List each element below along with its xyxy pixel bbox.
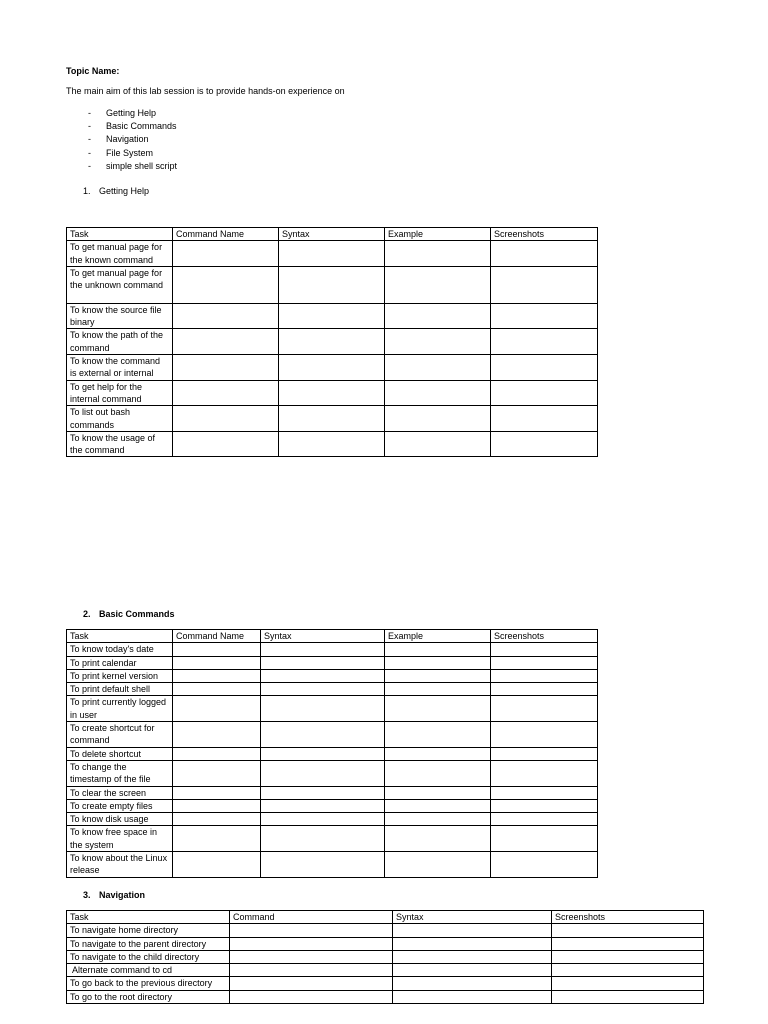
task-cell: To navigate to the parent directory (67, 937, 230, 950)
empty-cell[interactable] (230, 964, 393, 977)
empty-cell[interactable] (261, 786, 385, 799)
table-row (67, 786, 598, 799)
task-cell: To create empty files (67, 799, 173, 812)
empty-cell[interactable] (173, 722, 261, 748)
section-title: Navigation (99, 890, 146, 900)
empty-cell[interactable] (385, 852, 491, 878)
bullet-marker: - (88, 134, 91, 145)
table-row (67, 643, 598, 656)
empty-cell[interactable] (230, 977, 393, 990)
empty-cell[interactable] (385, 760, 491, 786)
table-row (67, 990, 704, 1003)
list-item (88, 133, 177, 146)
header-command-name: Command Name (173, 630, 261, 643)
table-row (67, 696, 598, 722)
empty-cell[interactable] (173, 266, 279, 303)
empty-cell[interactable] (173, 431, 279, 457)
empty-cell[interactable] (385, 786, 491, 799)
topic-name-label: Topic Name: (66, 66, 120, 76)
header-command: Command (230, 911, 393, 924)
header-screenshots: Screenshots (491, 630, 598, 643)
empty-cell[interactable] (279, 380, 385, 406)
empty-cell[interactable] (393, 937, 552, 950)
empty-cell[interactable] (385, 355, 491, 381)
table-row (67, 406, 598, 432)
empty-cell[interactable] (261, 813, 385, 826)
task-cell: To navigate to the child directory (67, 950, 230, 963)
empty-cell[interactable] (173, 643, 261, 656)
empty-cell[interactable] (491, 266, 598, 303)
empty-cell[interactable] (491, 852, 598, 878)
task-cell: To know today's date (67, 643, 173, 656)
header-screenshots: Screenshots (491, 228, 598, 241)
empty-cell[interactable] (279, 431, 385, 457)
topic-list (88, 107, 177, 173)
header-syntax: Syntax (279, 228, 385, 241)
header-example: Example (385, 228, 491, 241)
empty-cell[interactable] (173, 329, 279, 355)
section-number: 3. (83, 890, 91, 900)
header-task: Task (67, 630, 173, 643)
empty-cell[interactable] (385, 696, 491, 722)
empty-cell[interactable] (261, 643, 385, 656)
table-row (67, 924, 704, 937)
section-title: Basic Commands (99, 609, 175, 619)
bullet-marker: - (88, 147, 91, 158)
empty-cell[interactable] (261, 696, 385, 722)
empty-cell[interactable] (393, 950, 552, 963)
empty-cell[interactable] (173, 813, 261, 826)
task-cell: To know disk usage (67, 813, 173, 826)
empty-cell[interactable] (385, 722, 491, 748)
empty-cell[interactable] (173, 696, 261, 722)
empty-cell[interactable] (173, 760, 261, 786)
empty-cell[interactable] (385, 826, 491, 852)
empty-cell[interactable] (491, 760, 598, 786)
task-cell: To know the path of the command (67, 329, 173, 355)
empty-cell[interactable] (491, 355, 598, 381)
list-item-label: simple shell script (106, 160, 178, 171)
table-row (67, 722, 598, 748)
empty-cell[interactable] (279, 355, 385, 381)
empty-cell[interactable] (385, 813, 491, 826)
task-cell: To change the timestamp of the file (67, 760, 173, 786)
empty-cell[interactable] (491, 799, 598, 812)
empty-cell[interactable] (173, 303, 279, 329)
list-item-label: Getting Help (106, 108, 157, 118)
empty-cell[interactable] (491, 643, 598, 656)
empty-cell[interactable] (279, 329, 385, 355)
table-row (67, 241, 598, 267)
section-number: 2. (83, 609, 91, 619)
section-title: Getting Help (99, 186, 150, 196)
empty-cell[interactable] (491, 683, 598, 696)
table-row (67, 977, 704, 990)
empty-cell[interactable] (173, 786, 261, 799)
task-cell: To get manual page for the unknown command (67, 266, 173, 303)
table-row (67, 266, 598, 303)
empty-cell[interactable] (491, 786, 598, 799)
table-row (67, 431, 598, 457)
list-item (88, 120, 177, 133)
empty-cell[interactable] (491, 826, 598, 852)
header-example: Example (385, 630, 491, 643)
empty-cell[interactable] (552, 937, 704, 950)
intro-text: The main aim of this lab session is to provide hands-on experience on (66, 86, 345, 96)
empty-cell[interactable] (491, 431, 598, 457)
empty-cell[interactable] (261, 656, 385, 669)
table-header-row (67, 630, 598, 643)
table-header-row (67, 911, 704, 924)
task-cell: To print currently logged in user (67, 696, 173, 722)
empty-cell[interactable] (385, 380, 491, 406)
empty-cell[interactable] (393, 924, 552, 937)
list-item (88, 160, 177, 173)
table-row (67, 683, 598, 696)
empty-cell[interactable] (385, 431, 491, 457)
task-cell: To get help for the internal command (67, 380, 173, 406)
task-cell: To go to the root directory (67, 990, 230, 1003)
empty-cell[interactable] (491, 722, 598, 748)
list-item (88, 107, 177, 120)
list-item-label: Navigation (106, 134, 149, 145)
task-cell: To know the usage of the command (67, 431, 173, 457)
table-row (67, 964, 704, 977)
table-row (67, 760, 598, 786)
table-row (67, 852, 598, 878)
empty-cell[interactable] (385, 303, 491, 329)
empty-cell[interactable] (230, 937, 393, 950)
empty-cell[interactable] (552, 950, 704, 963)
empty-cell[interactable] (173, 656, 261, 669)
empty-cell[interactable] (261, 799, 385, 812)
empty-cell[interactable] (385, 669, 491, 682)
table-row (67, 380, 598, 406)
table-header-row (67, 228, 598, 241)
list-item-label: File System (106, 147, 154, 158)
empty-cell[interactable] (491, 747, 598, 760)
empty-cell[interactable] (385, 799, 491, 812)
task-cell: To print kernel version (67, 669, 173, 682)
empty-cell[interactable] (552, 977, 704, 990)
table-row (67, 355, 598, 381)
empty-cell[interactable] (385, 643, 491, 656)
empty-cell[interactable] (261, 826, 385, 852)
empty-cell[interactable] (393, 990, 552, 1003)
task-cell: To create shortcut for command (67, 722, 173, 748)
task-cell: To print default shell (67, 683, 173, 696)
empty-cell[interactable] (491, 696, 598, 722)
table-row (67, 747, 598, 760)
empty-cell[interactable] (491, 329, 598, 355)
empty-cell[interactable] (230, 924, 393, 937)
table-row (67, 669, 598, 682)
table-row (67, 303, 598, 329)
empty-cell[interactable] (385, 266, 491, 303)
table-row (67, 329, 598, 355)
empty-cell[interactable] (491, 406, 598, 432)
empty-cell[interactable] (385, 329, 491, 355)
navigation-table (66, 910, 704, 1004)
empty-cell[interactable] (491, 380, 598, 406)
empty-cell[interactable] (491, 656, 598, 669)
empty-cell[interactable] (491, 813, 598, 826)
header-task: Task (67, 911, 230, 924)
empty-cell[interactable] (279, 406, 385, 432)
empty-cell[interactable] (393, 964, 552, 977)
empty-cell[interactable] (173, 380, 279, 406)
list-item (88, 147, 177, 160)
task-cell: To clear the screen (67, 786, 173, 799)
section-heading-getting-help (83, 186, 149, 196)
empty-cell[interactable] (552, 990, 704, 1003)
task-cell: To go back to the previous directory (67, 977, 230, 990)
task-cell: To list out bash commands (67, 406, 173, 432)
empty-cell[interactable] (173, 355, 279, 381)
empty-cell[interactable] (393, 977, 552, 990)
empty-cell[interactable] (491, 241, 598, 267)
empty-cell[interactable] (279, 241, 385, 267)
empty-cell[interactable] (261, 669, 385, 682)
task-cell: To know the source file binary (67, 303, 173, 329)
table-row (67, 950, 704, 963)
table-row (67, 656, 598, 669)
empty-cell[interactable] (173, 406, 279, 432)
header-command-name: Command Name (173, 228, 279, 241)
getting-help-table (66, 227, 598, 457)
empty-cell[interactable] (261, 760, 385, 786)
empty-cell[interactable] (173, 241, 279, 267)
section-heading-basic-commands (83, 609, 175, 619)
list-item-label: Basic Commands (106, 121, 177, 132)
empty-cell[interactable] (552, 924, 704, 937)
bullet-marker: - (88, 121, 91, 132)
empty-cell[interactable] (173, 669, 261, 682)
table-row (67, 937, 704, 950)
empty-cell[interactable] (491, 303, 598, 329)
task-cell: To know free space in the system (67, 826, 173, 852)
task-cell: To know the command is external or internal (67, 355, 173, 381)
empty-cell[interactable] (230, 950, 393, 963)
header-task: Task (67, 228, 173, 241)
task-cell: To navigate home directory (67, 924, 230, 937)
task-cell: Alternate command to cd (67, 964, 230, 977)
empty-cell[interactable] (230, 990, 393, 1003)
table-row (67, 813, 598, 826)
task-cell: To get manual page for the known command (67, 241, 173, 267)
empty-cell[interactable] (552, 964, 704, 977)
empty-cell[interactable] (261, 852, 385, 878)
empty-cell[interactable] (173, 826, 261, 852)
basic-commands-table (66, 629, 598, 878)
task-cell: To delete shortcut (67, 747, 173, 760)
section-number: 1. (83, 186, 91, 196)
table-row (67, 799, 598, 812)
table-row (67, 826, 598, 852)
task-cell: To print calendar (67, 656, 173, 669)
empty-cell[interactable] (261, 747, 385, 760)
empty-cell[interactable] (385, 683, 491, 696)
empty-cell[interactable] (173, 852, 261, 878)
empty-cell[interactable] (279, 303, 385, 329)
empty-cell[interactable] (173, 747, 261, 760)
header-syntax: Syntax (261, 630, 385, 643)
empty-cell[interactable] (261, 722, 385, 748)
section-heading-navigation (83, 890, 145, 900)
header-syntax: Syntax (393, 911, 552, 924)
empty-cell[interactable] (385, 747, 491, 760)
empty-cell[interactable] (385, 656, 491, 669)
empty-cell[interactable] (173, 683, 261, 696)
bullet-marker: - (88, 160, 91, 171)
empty-cell[interactable] (491, 669, 598, 682)
empty-cell[interactable] (173, 799, 261, 812)
header-screenshots: Screenshots (552, 911, 704, 924)
empty-cell[interactable] (261, 683, 385, 696)
empty-cell[interactable] (385, 406, 491, 432)
empty-cell[interactable] (385, 241, 491, 267)
bullet-marker: - (88, 108, 91, 118)
task-cell: To know about the Linux release (67, 852, 173, 878)
empty-cell[interactable] (279, 266, 385, 303)
